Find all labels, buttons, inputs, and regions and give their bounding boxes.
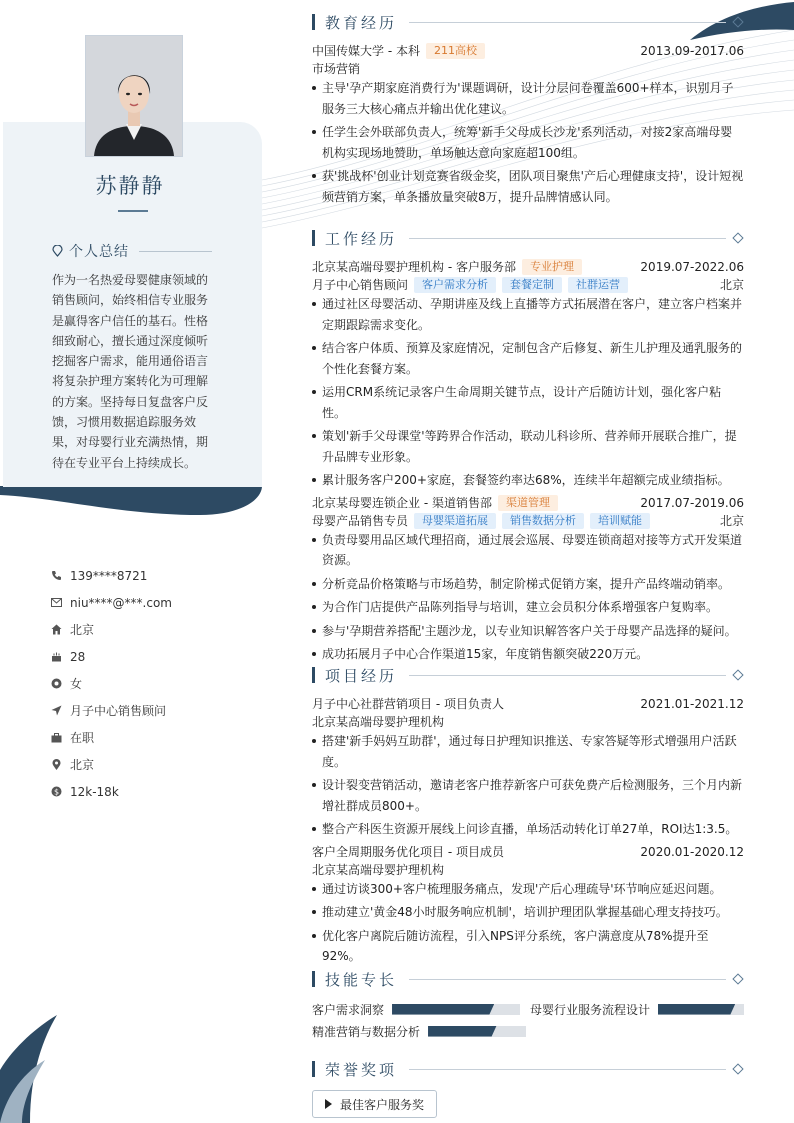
job-date: 2017.07-2019.06 bbox=[640, 495, 744, 510]
company-name: 北京某高端母婴护理机构 - 客户服务部 bbox=[312, 260, 516, 274]
list-item: 参与'孕期营养搭配'主题沙龙，以专业知识解答客户关于母婴产品选择的疑问。 bbox=[312, 621, 744, 642]
skill-item: 精准营销与数据分析 bbox=[312, 1021, 530, 1041]
project-name: 月子中心社群营销项目 - 项目负责人 bbox=[312, 697, 504, 711]
skill-tag: 销售数据分析 bbox=[502, 513, 584, 529]
project-org: 北京某高端母婴护理机构 bbox=[312, 715, 445, 729]
honors-heading: 荣誉奖项 bbox=[312, 1059, 744, 1079]
job-bullets bbox=[312, 294, 744, 491]
contact-list bbox=[50, 562, 172, 805]
list-item: 运用CRM系统记录客户生命周期关键节点，设计产后随访计划，强化客户粘性。 bbox=[312, 382, 744, 423]
briefcase-icon bbox=[50, 732, 62, 744]
work-section bbox=[312, 228, 744, 668]
skill-item: 客户需求洞察 bbox=[312, 999, 530, 1019]
education-date: 2013.09-2017.06 bbox=[640, 44, 744, 58]
diamond-icon bbox=[732, 669, 743, 680]
school-tag: 211高校 bbox=[426, 43, 485, 59]
summary-heading bbox=[52, 241, 212, 261]
job-tag: 渠道管理 bbox=[498, 495, 558, 511]
skill-bar bbox=[658, 1004, 744, 1015]
list-item: 为合作门店提供产品陈列指导与培训，建立会员积分体系增强客户复购率。 bbox=[312, 597, 744, 618]
list-item: 通过访谈300+客户梳理服务痛点，发现'产后心理疏导'环节响应延迟问题。 bbox=[312, 879, 744, 900]
profile-photo bbox=[85, 35, 183, 157]
skill-item: 母婴行业服务流程设计 bbox=[530, 999, 744, 1019]
list-item: 通过社区母婴活动、孕期讲座及线上直播等方式拓展潜在客户，建立客户档案并定期跟踪需求变化。 bbox=[312, 294, 744, 335]
project-header bbox=[312, 843, 744, 861]
list-item: 结合客户体质、预算及家庭情况，定制包含产后修复、新生儿护理及通乳服务的个性化套餐方案。 bbox=[312, 338, 744, 379]
job-role-row bbox=[312, 512, 744, 530]
projects-section bbox=[312, 665, 744, 970]
diamond-icon bbox=[732, 16, 743, 27]
list-item: 负责母婴用品区域代理招商，通过展会巡展、母婴连锁商超对接等方式开发渠道资源。 bbox=[312, 530, 744, 571]
list-item: 获'挑战杯'创业计划竞赛省级金奖，团队项目聚焦'产后心理健康支持'，设计短视频营销方案，单条播放量突破8万，提升品牌情感认同。 bbox=[312, 166, 744, 207]
list-item: 推动建立'黄金48小时服务响应机制'，培训护理团队掌握基础心理支持技巧。 bbox=[312, 902, 744, 923]
award-badge: 最佳客户服务奖 bbox=[312, 1090, 437, 1118]
project-bullets bbox=[312, 879, 744, 967]
home-icon bbox=[50, 624, 62, 636]
summary-text: 作为一名热爱母婴健康领域的销售顾问，始终相信专业服务是赢得客户信任的基石。性格细致耐心，擅长通过深度倾听挖掘客户需求，能用通俗语言将复杂护理方案转化为可理解的方案。坚持每日复盘客户反馈，习惯用数据追踪服务效果，对母婴行业充满热情，期待在专业平台上持续成长。 bbox=[52, 273, 209, 470]
job-role: 月子中心销售顾问 bbox=[312, 278, 409, 292]
major: 市场营销 bbox=[312, 62, 361, 76]
company-name: 北京某母婴连锁企业 - 渠道销售部 bbox=[312, 495, 492, 510]
job-bullets bbox=[312, 530, 744, 665]
skill-list bbox=[312, 999, 744, 1043]
avatar bbox=[86, 36, 182, 156]
education-bullets bbox=[312, 78, 744, 207]
skill-tag: 社群运营 bbox=[568, 277, 628, 293]
list-item: 分析竞品价格策略与市场趋势，制定阶梯式促销方案，提升产品终端动销率。 bbox=[312, 574, 744, 595]
job-date: 2019.07-2022.06 bbox=[640, 260, 744, 274]
list-item: 成功拓展月子中心合作渠道15家，年度销售额突破220万元。 bbox=[312, 644, 744, 665]
gender-icon bbox=[50, 678, 62, 690]
skill-bar bbox=[428, 1026, 526, 1037]
send-icon bbox=[50, 705, 62, 717]
contact-email: niu****@***.com bbox=[50, 589, 172, 616]
job-tag: 专业护理 bbox=[522, 259, 582, 275]
play-icon bbox=[325, 1099, 332, 1109]
name-divider bbox=[118, 210, 148, 212]
job-city: 北京 bbox=[719, 278, 744, 292]
money-icon bbox=[50, 786, 62, 798]
job-header bbox=[312, 494, 744, 512]
candidate-name: 苏静静 bbox=[95, 174, 165, 198]
projects-heading: 项目经历 bbox=[312, 665, 744, 685]
list-item: 策划'新手父母课堂'等跨界合作活动，联动儿科诊所、营养师开展联合推广，提升品牌专业形象。 bbox=[312, 426, 744, 467]
job-role: 母婴产品销售专员 bbox=[312, 513, 409, 528]
skill-tag: 培训赋能 bbox=[590, 513, 650, 529]
skill-tag: 客户需求分析 bbox=[414, 277, 496, 293]
svg-text:$: $ bbox=[53, 787, 59, 797]
location-icon bbox=[50, 759, 62, 771]
diamond-icon bbox=[732, 232, 743, 243]
project-org: 北京某高端母婴护理机构 bbox=[312, 862, 445, 877]
job-role-row bbox=[312, 276, 744, 294]
cake-icon bbox=[50, 651, 62, 663]
project-name: 客户全周期服务优化项目 - 项目成员 bbox=[312, 844, 504, 859]
list-item: 任学生会外联部负责人，统筹'新手父母成长沙龙'系列活动，对接2家高端母婴机构实现场地赞助，单场触达意向家庭超100组。 bbox=[312, 122, 744, 163]
education-section bbox=[312, 12, 744, 210]
contact-status: 在职 bbox=[50, 724, 172, 751]
contact-phone: 139****8721 bbox=[50, 562, 172, 589]
summary-title: 个人总结 bbox=[69, 244, 129, 260]
skills-heading: 技能专长 bbox=[312, 969, 744, 989]
contact-position: 月子中心销售顾问 bbox=[50, 697, 172, 724]
job-city: 北京 bbox=[719, 513, 744, 528]
list-item: 优化客户离院后随访流程，引入NPS评分系统，客户满意度从78%提升至92%。 bbox=[312, 926, 744, 967]
job-header bbox=[312, 258, 744, 276]
contact-home: 北京 bbox=[50, 616, 172, 643]
project-date: 2021.01-2021.12 bbox=[640, 697, 744, 711]
honors-section bbox=[312, 1059, 744, 1118]
education-heading: 教育经历 bbox=[312, 12, 744, 32]
summary-rule bbox=[139, 251, 212, 252]
contact-location: 北京 bbox=[50, 751, 172, 778]
contact-salary: $ 12k-18k bbox=[50, 778, 172, 805]
work-heading: 工作经历 bbox=[312, 228, 744, 248]
diamond-icon bbox=[732, 973, 743, 984]
skill-tag: 套餐定制 bbox=[502, 277, 562, 293]
skill-tag: 母婴渠道拓展 bbox=[414, 513, 496, 529]
contact-age: 28 bbox=[50, 643, 172, 670]
project-bullets bbox=[312, 731, 744, 840]
diamond-icon bbox=[732, 1063, 743, 1074]
list-item: 设计裂变营销活动，邀请老客户推荐新客户可获免费产后检测服务，三个月内新增社群成员800+。 bbox=[312, 775, 744, 816]
list-item: 主导'孕产期家庭消费行为'课题调研，设计分层问卷覆盖600+样本，识别月子服务三大核心痛点并输出优化建议。 bbox=[312, 78, 744, 119]
mail-icon bbox=[50, 597, 62, 609]
list-item: 搭建'新手妈妈互助群'，通过每日护理知识推送、专家答疑等形式增强用户活跃度。 bbox=[312, 731, 744, 772]
list-item: 累计服务客户200+家庭，套餐签约率达68%，连续半年超额完成业绩指标。 bbox=[312, 470, 744, 491]
skill-bar bbox=[392, 1004, 520, 1015]
project-date: 2020.01-2020.12 bbox=[640, 844, 744, 859]
education-row bbox=[312, 42, 744, 60]
pin-icon bbox=[52, 245, 63, 257]
skills-section bbox=[312, 969, 744, 1043]
project-header bbox=[312, 695, 744, 713]
phone-icon bbox=[50, 570, 62, 582]
school-name: 中国传媒大学 - 本科 bbox=[312, 44, 420, 58]
contact-gender: 女 bbox=[50, 670, 172, 697]
list-item: 整合产科医生资源开展线上问诊直播，单场活动转化订单27单，ROI达1:3.5。 bbox=[312, 819, 744, 840]
